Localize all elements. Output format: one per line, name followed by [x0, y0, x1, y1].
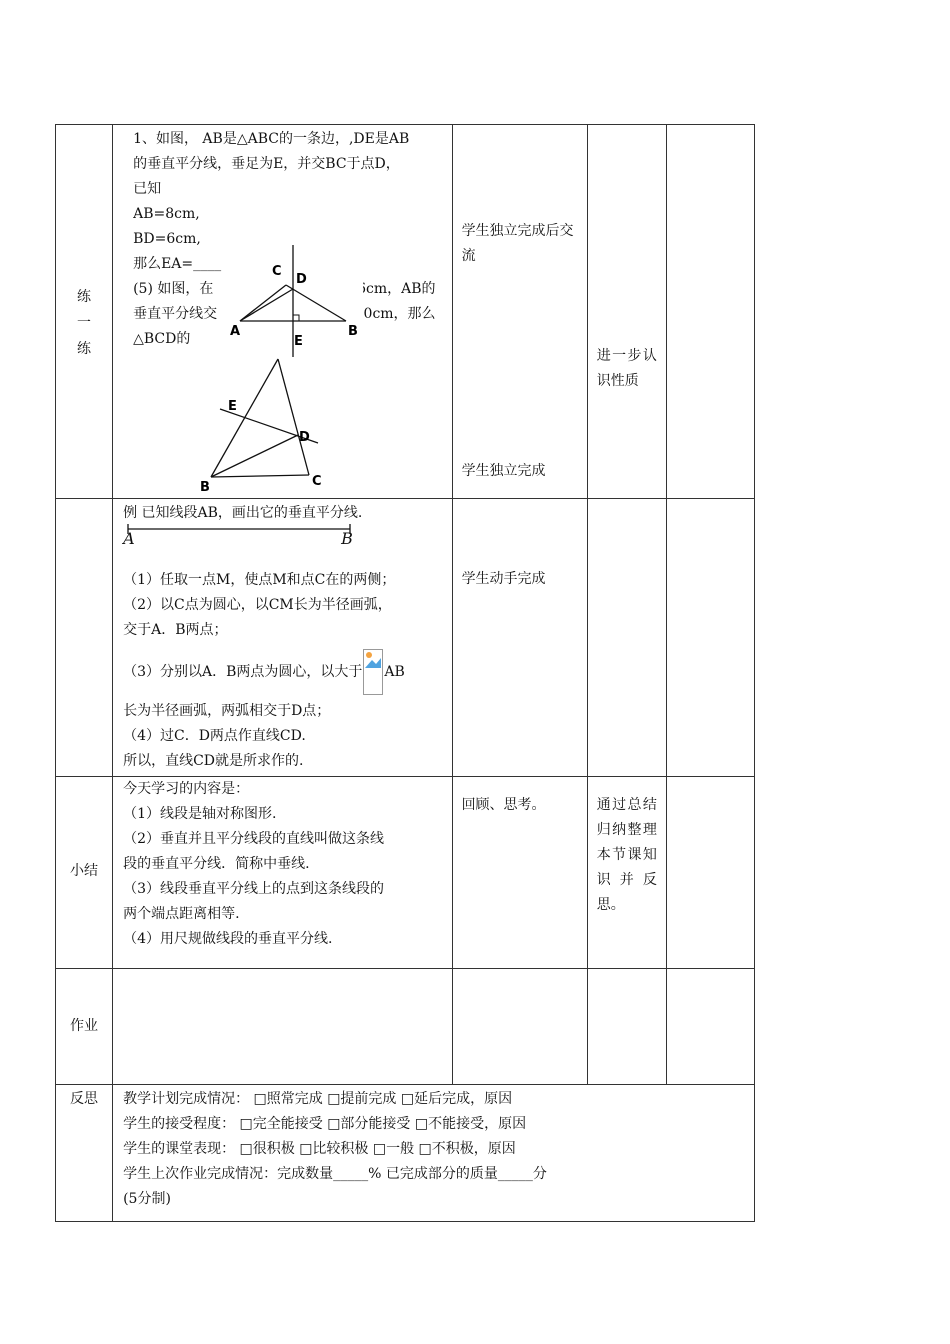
summary-activity: [452, 777, 587, 969]
figure-triangle-abc: [228, 245, 363, 357]
reflection-label: [56, 1085, 113, 1222]
example-activity: [452, 499, 587, 777]
activity-independent: 学生独立完成: [461, 463, 546, 479]
homework-notes: [666, 969, 754, 1085]
reflection-line-1: 教学计划完成情况： □照常完成 □提前完成 □延后完成，原因: [123, 1091, 513, 1107]
row-label: 反思: [70, 1091, 99, 1107]
summary-intent: [587, 777, 666, 969]
summary-line-5: （3）线段垂直平分线上的点到这条线段的: [123, 881, 384, 897]
practice-intent: [587, 125, 666, 499]
step-1: （1）任取一点M，使点M和点C在的两侧；: [123, 572, 396, 588]
practice-activity: [452, 125, 587, 499]
row-label: 练 一 练: [77, 288, 92, 357]
homework-activity: [452, 969, 587, 1085]
fig2-label-c: C: [312, 474, 322, 489]
q5-line-3: △BCD的: [133, 331, 191, 347]
summary-line-3: （2）垂直并且平分线段的直线叫做这条线: [123, 831, 384, 847]
figure-triangle-bcd: [192, 355, 342, 495]
segment-ab: [123, 522, 443, 546]
q5-tail-2: 10cm，那么: [354, 306, 436, 322]
step-3-ab: AB: [384, 664, 405, 680]
q5-line-1: (5) 如图，在: [133, 281, 214, 297]
summary-row: [56, 777, 755, 969]
q1-line-3: 已知: [133, 181, 162, 197]
reflection-content: [113, 1085, 755, 1222]
row-label: 作业: [70, 1018, 99, 1034]
practice-notes: [666, 125, 754, 499]
summary-line-4: 段的垂直平分线．简称中垂线.: [123, 856, 310, 872]
homework-content: [113, 969, 452, 1085]
summary-notes: [666, 777, 754, 969]
q5-tail-1: 16cm，AB的: [348, 281, 436, 297]
q1-line-1: 1、如图， AB是△ABC的一条边，,DE是AB: [133, 131, 410, 147]
reflection-line-2: 学生的接受程度： □完全能接受 □部分能接受 □不能接受，原因: [123, 1116, 527, 1132]
step-3b: 长为半径画弧，两弧相交于D点；: [123, 703, 331, 719]
lesson-plan-table: [55, 124, 755, 1222]
step-2b: 交于A．B两点；: [123, 622, 228, 638]
reflection-line-4: 学生上次作业完成情况：完成数量_____% 已完成部分的质量_____分: [123, 1166, 547, 1182]
step-4: （4）过C．D两点作直线CD.: [123, 728, 306, 744]
summary-line-1: 今天学习的内容是：: [123, 781, 250, 797]
example-content: [113, 499, 452, 777]
example-intent: [587, 499, 666, 777]
example-label: [56, 499, 113, 777]
step-2: （2）以C点为圆心，以CM长为半径画弧，: [123, 597, 392, 613]
segment-line: [125, 522, 365, 536]
fraction-image-icon: [363, 649, 383, 695]
step-3-text: （3）分别以A．B两点为圆心，以大于: [123, 664, 363, 680]
q1-line-4: AB=8cm,: [133, 206, 200, 222]
intent-text: 进一步认识性质: [596, 348, 657, 389]
fig1-label-c: C: [272, 264, 282, 279]
q1-line-2: 的垂直平分线，垂足为E，并交BC于点D，: [133, 156, 400, 172]
example-notes: [666, 499, 754, 777]
reflection-line-5: (5分制): [123, 1191, 171, 1207]
practice-content: [113, 125, 452, 499]
example-title: 例 已知线段AB，画出它的垂直平分线.: [123, 505, 363, 521]
fig1-label-a: A: [230, 324, 241, 339]
fig2-label-e: E: [228, 399, 237, 414]
practice-label: [56, 125, 113, 499]
fig1-label-d: D: [296, 272, 307, 287]
fig2-label-b: B: [200, 480, 210, 495]
homework-row: [56, 969, 755, 1085]
fig1-label-e: E: [294, 334, 303, 349]
fig1-label-b: B: [348, 324, 358, 339]
segment-label-a: A: [123, 529, 135, 548]
activity-review: 回顾、思考。: [461, 797, 546, 813]
summary-line-6: 两个端点距离相等.: [123, 906, 240, 922]
fig2-label-d: D: [299, 430, 310, 445]
homework-label: [56, 969, 113, 1085]
summary-intent-text: 通过总结归纳整理本节课知识并反思。: [596, 797, 657, 913]
summary-content: [113, 777, 452, 969]
step-3: [123, 649, 443, 695]
activity-hands-on: 学生动手完成: [461, 571, 546, 587]
summary-line-2: （1）线段是轴对称图形.: [123, 806, 277, 822]
practice-row: [56, 125, 755, 499]
homework-intent: [587, 969, 666, 1085]
summary-label: [56, 777, 113, 969]
row-label: 小结: [70, 863, 99, 879]
q5-line-2: 垂直平分线交: [133, 306, 218, 322]
conclusion: 所以，直线CD就是所求作的.: [123, 753, 304, 769]
segment-label-b: B: [341, 529, 353, 548]
example-row: [56, 499, 755, 777]
q1-line-6: 那么EA=____: [133, 256, 222, 272]
reflection-line-3: 学生的课堂表现： □很积极 □比较积极 □一般 □不积极，原因: [123, 1141, 516, 1157]
reflection-row: [56, 1085, 755, 1222]
summary-line-7: （4）用尺规做线段的垂直平分线.: [123, 931, 333, 947]
q1-line-5: BD=6cm,: [133, 231, 201, 247]
activity-exchange: 学生独立完成后交流: [461, 223, 574, 264]
